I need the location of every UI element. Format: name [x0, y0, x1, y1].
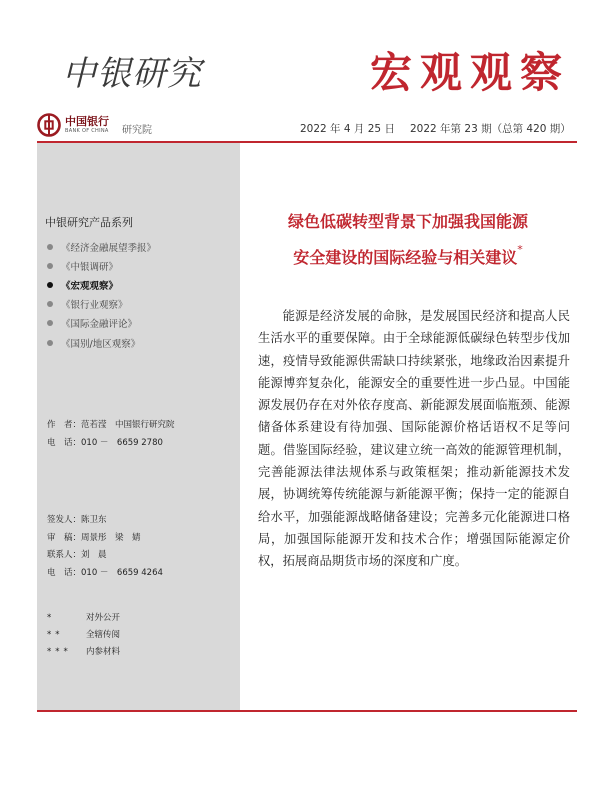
- reviewer-value: 周景彤 梁 婧: [81, 532, 141, 543]
- legend-text: 全辖传阅: [86, 630, 121, 640]
- product-series-label: 《国际金融评论》: [61, 319, 138, 331]
- article-title-line-2: [248, 245, 568, 268]
- contact-label: 联系人：: [47, 550, 82, 560]
- bank-name-en: BANK OF CHINA: [65, 128, 109, 134]
- institute-label: 研究院: [122, 125, 152, 136]
- author-phone-value: 010 － 6659 2780: [81, 437, 163, 448]
- legend-text: 对外公开: [86, 613, 121, 623]
- footer-divider: [37, 710, 577, 712]
- product-series-heading: 中银研究产品系列: [45, 216, 133, 229]
- contact-phone-label: 电 话：: [47, 567, 82, 578]
- bullet-icon: [47, 301, 53, 307]
- issuer-value: 陈卫东: [81, 515, 107, 525]
- product-series-label: 《宏观观察》: [61, 280, 119, 292]
- legend-stars: ***: [47, 647, 72, 657]
- contact-phone-value: 010 － 6659 4264: [81, 567, 163, 578]
- product-series-item: [47, 256, 156, 275]
- product-series-item: [47, 333, 156, 352]
- legend-text: 内参材料: [86, 647, 121, 657]
- product-series-label: 《银行业观察》: [61, 300, 128, 312]
- brand-calligraphy-logo: 中银研究: [62, 54, 202, 94]
- distribution-legend: [47, 610, 120, 661]
- signoff-info: [47, 512, 163, 582]
- author-phone-label: 电 话：: [47, 437, 82, 448]
- legend-stars: *: [47, 613, 56, 623]
- article-title-text: 安全建设的国际经验与相关建议: [293, 248, 518, 267]
- bank-name-cn: 中国银行: [65, 115, 109, 128]
- legend-stars: **: [47, 630, 64, 640]
- product-series-item: [47, 237, 156, 256]
- issue-number: 2022 年第 23 期（总第 420 期）: [410, 123, 571, 135]
- bullet-icon: [47, 282, 53, 288]
- bullet-icon: [47, 320, 53, 326]
- bullet-icon: [47, 340, 53, 346]
- product-series-item: [47, 314, 156, 333]
- bank-of-china-logo: [37, 113, 109, 137]
- product-series-label: 《中银调研》: [61, 261, 119, 273]
- author-info: [47, 417, 175, 452]
- product-series-label: 《经济金融展望季报》: [61, 242, 157, 254]
- publication-date: 2022 年 4 月 25 日: [300, 123, 395, 135]
- author-label: 作 者：: [47, 420, 82, 430]
- product-series-item: [47, 295, 156, 314]
- series-title: 宏观观察: [369, 48, 570, 97]
- bullet-icon: [47, 244, 53, 250]
- title-footnote-mark: *: [517, 243, 523, 256]
- contact-value: 刘 晨: [81, 550, 107, 560]
- article-abstract: 能源是经济发展的命脉，是发展国民经济和提高人民生活水平的重要保障。由于全球能源低碳绿色转型步伐加速，疫情导致能源供需缺口持续紧张，地缘政治因素提升能源博弈复杂化，能源安全的重要性进一步凸显。中国能源发展仍存在对外依存度高、新能源发展面临瓶颈、能源储备体系建设有待加强、国际能源价格话语权不足等问题。借鉴国际经验，建议建立统一高效的能源管理机制，完善能源法律法规体系与政策框架；推动新能源技术发展，协调统筹传统能源与新能源平衡；保持一定的能源自给水平，加强能源战略储备建设；完善多元化能源进口格局，加强国际能源开发和技术合作；增强国际能源定价权，拓展商品期货市场的深度和广度。: [258, 309, 570, 569]
- bullet-icon: [47, 263, 53, 269]
- article-title-line-1: 绿色低碳转型背景下加强我国能源: [287, 212, 528, 231]
- issuer-label: 签发人：: [47, 515, 82, 525]
- author-value: 范若滢 中国银行研究院: [81, 420, 175, 430]
- bank-of-china-emblem-icon: [37, 113, 61, 137]
- product-series-list: [47, 237, 156, 352]
- product-series-label: 《国别/地区观察》: [61, 338, 141, 350]
- reviewer-label: 审 稿：: [47, 532, 82, 543]
- product-series-item-current: [47, 275, 156, 294]
